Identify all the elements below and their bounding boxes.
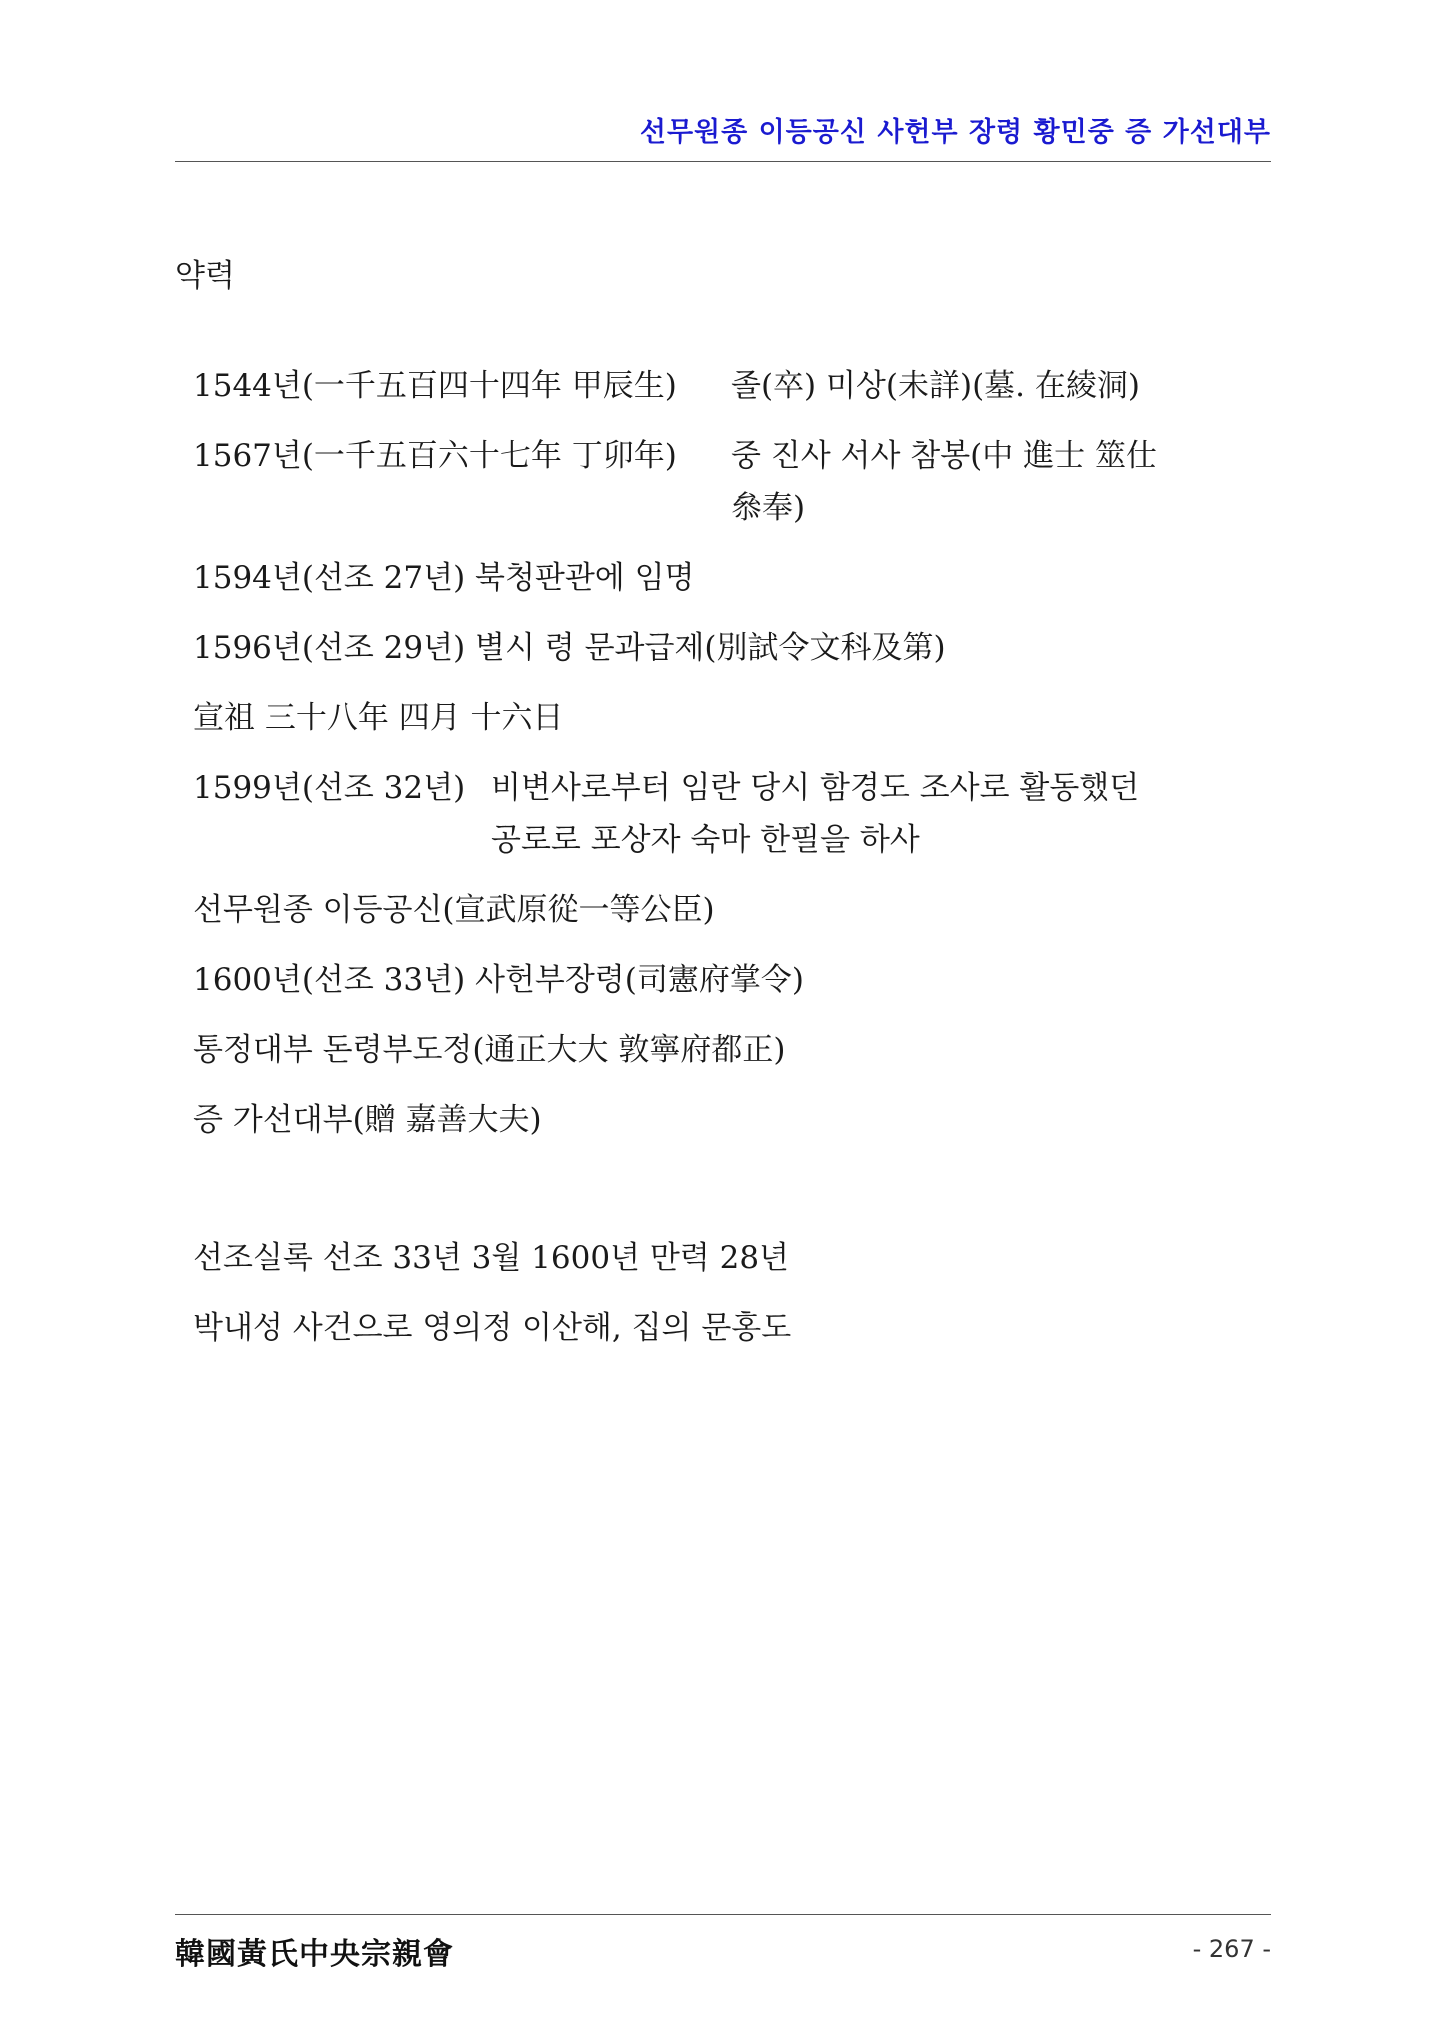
note-line: 선조실록 선조 33년 3월 1600년 만력 28년: [193, 1240, 789, 1276]
note-line: 박내성 사건으로 영의정 이산해, 집의 문홍도: [193, 1310, 792, 1346]
entry-description: [491, 762, 1139, 866]
timeline-entry: [193, 430, 1271, 534]
footer-divider: [175, 1914, 1271, 1915]
entry-date: 1544년(一千五百四十四年 甲辰生): [193, 368, 677, 404]
timeline-entry: 宣祖 三十八年 四月 十六日: [193, 700, 564, 736]
running-header-title: 선무원종 이등공신 사헌부 장령 황민중 증 가선대부: [639, 117, 1271, 148]
career-timeline: [193, 360, 1271, 1372]
entry-description-line: 비변사로부터 임란 당시 함경도 조사로 활동했던: [491, 770, 1140, 806]
timeline-entry: 1600년(선조 33년) 사헌부장령(司憲府掌令): [193, 962, 804, 998]
timeline-entry: [193, 360, 1271, 412]
timeline-entry: [193, 762, 1271, 866]
calligraphy-logo: [175, 1930, 475, 1974]
paragraph-spacer: [193, 1164, 1271, 1232]
calligraphy-logo-text: 韓國黃氏中央宗親會: [175, 1937, 454, 1972]
timeline-entry: 선무원종 이등공신(宣武原從一等公臣): [193, 892, 715, 928]
timeline-entry: 증 가선대부(贈 嘉善大夫): [193, 1102, 542, 1138]
entry-description: [731, 430, 1157, 534]
timeline-entry: 1596년(선조 29년) 별시 령 문과급제(別試令文科及第): [193, 630, 946, 666]
header-divider: [175, 161, 1271, 162]
timeline-entry: 1594년(선조 27년) 북청판관에 임명: [193, 560, 695, 596]
entry-description-continuation: 공로로 포상자 숙마 한필을 하사: [491, 822, 920, 858]
entry-date: 1599년(선조 32년): [193, 770, 466, 806]
timeline-entry: 통정대부 돈령부도정(通正大大 敦寧府都正): [193, 1032, 786, 1068]
section-heading: 약력: [175, 258, 235, 294]
entry-description: 졸(卒) 미상(未詳)(墓. 在綾洞): [731, 368, 1140, 404]
page-number: - 267 -: [1192, 1935, 1271, 1963]
entry-description-continuation: 叅奉): [731, 490, 806, 526]
entry-description-line: 중 진사 서사 참봉(中 進士 筮仕: [731, 438, 1157, 474]
entry-date: 1567년(一千五百六十七年 丁卯年): [193, 438, 677, 474]
